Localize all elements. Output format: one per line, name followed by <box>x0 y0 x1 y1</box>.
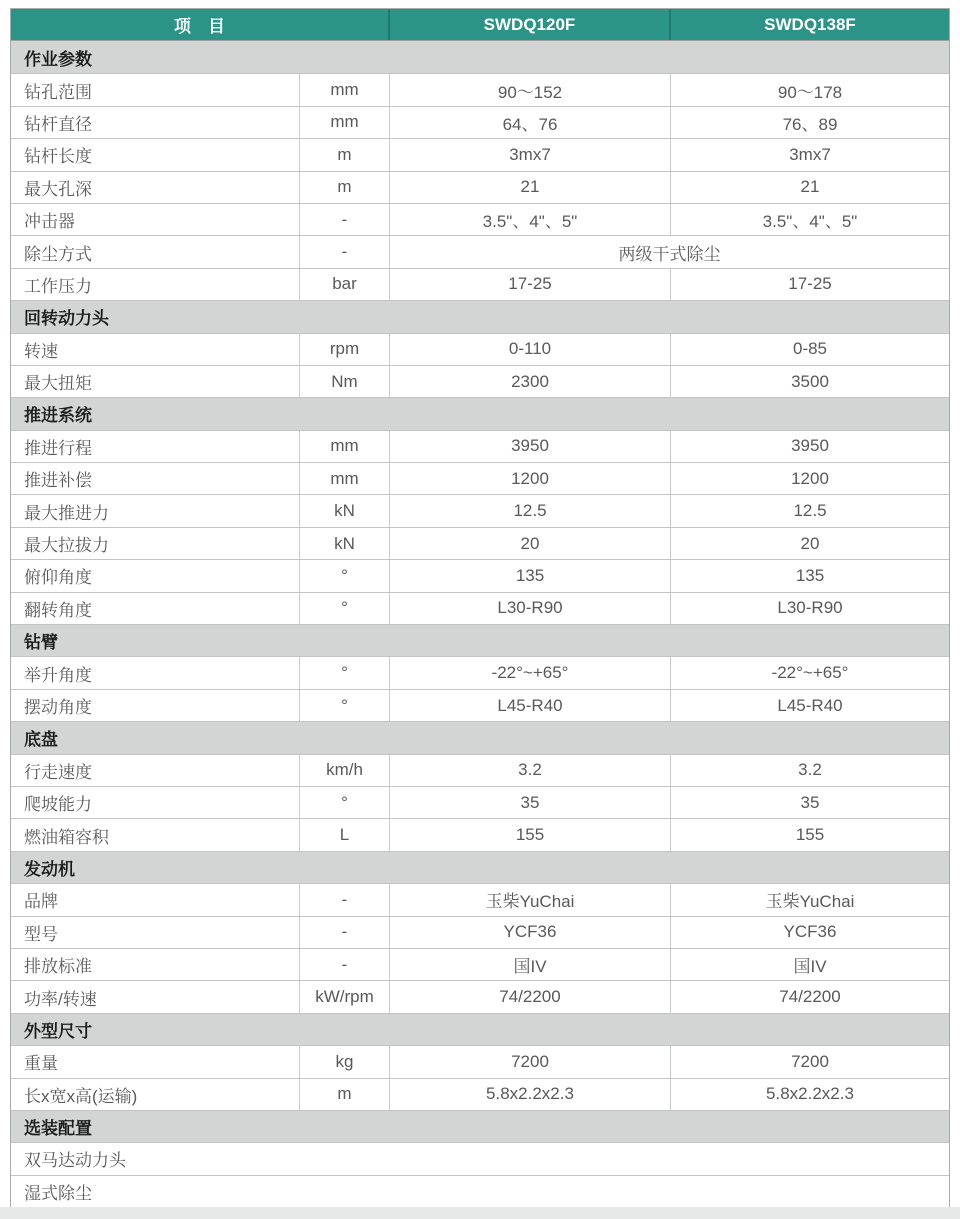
row-unit: mm <box>299 74 389 105</box>
row-unit: ° <box>299 690 389 721</box>
value-swdq120f: 74/2200 <box>389 981 670 1012</box>
table-row <box>11 1045 949 1077</box>
row-label: 翻转角度 <box>24 600 92 620</box>
section-title: 发动机 <box>24 859 75 879</box>
table-row <box>11 268 949 300</box>
value-swdq120f: 90～152 <box>389 74 670 105</box>
value-swdq138f: 76、89 <box>670 107 949 138</box>
row-unit: m <box>299 172 389 203</box>
row-label: 工作压力 <box>24 276 92 296</box>
table-row <box>11 333 949 365</box>
table-row <box>11 171 949 203</box>
table-row <box>11 527 949 559</box>
table-row <box>11 494 949 526</box>
row-label: 排放标准 <box>24 957 92 977</box>
table-row <box>11 559 949 591</box>
value-swdq120f: 1200 <box>389 463 670 494</box>
table-row <box>11 73 949 105</box>
row-unit: kN <box>299 528 389 559</box>
section-header-row <box>11 721 949 753</box>
row-label: 俯仰角度 <box>24 568 92 588</box>
table-row <box>11 365 949 397</box>
row-unit: kN <box>299 495 389 526</box>
value-swdq120f: 2300 <box>389 366 670 397</box>
value-swdq138f: -22°~+65° <box>670 657 949 688</box>
row-label: 爬坡能力 <box>24 795 92 815</box>
row-label: 最大扭矩 <box>24 374 92 394</box>
row-label: 燃油箱容积 <box>24 827 109 847</box>
table-header-row <box>11 9 949 41</box>
table-row <box>11 656 949 688</box>
table-row <box>11 916 949 948</box>
value-swdq138f: 7200 <box>670 1046 949 1077</box>
row-unit: m <box>299 1079 389 1110</box>
value-swdq138f: 90～178 <box>670 74 949 105</box>
row-unit: km/h <box>299 755 389 786</box>
row-unit: kW/rpm <box>299 981 389 1012</box>
row-unit: rpm <box>299 334 389 365</box>
value-swdq138f: L30-R90 <box>670 593 949 624</box>
row-label: 湿式除尘 <box>24 1183 92 1203</box>
bottom-strip <box>0 1207 960 1219</box>
value-swdq120f: 12.5 <box>389 495 670 526</box>
value-swdq138f: 74/2200 <box>670 981 949 1012</box>
value-swdq138f: 155 <box>670 819 949 850</box>
row-unit: ° <box>299 787 389 818</box>
section-header-row <box>11 1013 949 1045</box>
value-swdq138f: 0-85 <box>670 334 949 365</box>
table-row <box>11 430 949 462</box>
table-body <box>11 41 949 1207</box>
value-swdq138f: 3.5"、4"、5" <box>670 204 949 235</box>
row-unit: ° <box>299 657 389 688</box>
header-model-swdq138f: SWDQ138F <box>669 9 949 40</box>
row-label: 摆动角度 <box>24 698 92 717</box>
value-swdq120f: YCF36 <box>389 917 670 948</box>
section-header-row <box>11 300 949 332</box>
row-unit: mm <box>299 107 389 138</box>
value-swdq138f: 135 <box>670 560 949 591</box>
table-row <box>11 106 949 138</box>
row-label: 推进行程 <box>24 438 92 458</box>
table-row <box>11 818 949 850</box>
table-row <box>11 1175 949 1207</box>
value-swdq138f: 1200 <box>670 463 949 494</box>
row-label: 最大孔深 <box>24 179 92 199</box>
row-unit: Nm <box>299 366 389 397</box>
value-swdq138f: 21 <box>670 172 949 203</box>
table-row <box>11 689 949 721</box>
section-header-row <box>11 397 949 429</box>
row-unit: kg <box>299 1046 389 1077</box>
value-swdq138f: 3950 <box>670 431 949 462</box>
value-swdq120f: L45-R40 <box>389 690 670 721</box>
section-header-row <box>11 851 949 883</box>
row-unit: mm <box>299 463 389 494</box>
row-label: 推进补偿 <box>24 471 92 491</box>
row-unit: L <box>299 819 389 850</box>
row-unit: bar <box>299 269 389 300</box>
header-model-swdq120f: SWDQ120F <box>388 9 669 40</box>
row-unit: - <box>299 204 389 235</box>
row-label: 功率/转速 <box>24 989 97 1009</box>
value-swdq120f: -22°~+65° <box>389 657 670 688</box>
row-label: 举升角度 <box>24 665 92 685</box>
table-row <box>11 754 949 786</box>
row-label: 最大推进力 <box>24 503 109 523</box>
value-swdq120f: 155 <box>389 819 670 850</box>
value-swdq138f: 17-25 <box>670 269 949 300</box>
row-label: 转速 <box>24 341 58 361</box>
section-header-row <box>11 41 949 73</box>
value-swdq138f: 35 <box>670 787 949 818</box>
row-unit: - <box>299 949 389 980</box>
value-swdq138f: 12.5 <box>670 495 949 526</box>
value-swdq120f: 0-110 <box>389 334 670 365</box>
value-swdq138f: 5.8x2.2x2.3 <box>670 1079 949 1110</box>
value-swdq138f: 3mx7 <box>670 139 949 170</box>
table-row <box>11 786 949 818</box>
row-label: 冲击器 <box>24 212 75 232</box>
value-swdq138f: 3500 <box>670 366 949 397</box>
value-swdq120f: 7200 <box>389 1046 670 1077</box>
value-swdq120f: 5.8x2.2x2.3 <box>389 1079 670 1110</box>
table-row <box>11 462 949 494</box>
value-swdq120f: 玉柴YuChai <box>389 884 670 915</box>
row-label: 钻杆直径 <box>24 114 92 134</box>
value-swdq120f: 64、76 <box>389 107 670 138</box>
row-unit: - <box>299 236 389 267</box>
table-row <box>11 980 949 1012</box>
value-swdq120f: 国IV <box>389 949 670 980</box>
value-swdq120f: 3.2 <box>389 755 670 786</box>
value-swdq138f: YCF36 <box>670 917 949 948</box>
row-label: 最大拉拔力 <box>24 536 109 556</box>
value-swdq138f: 20 <box>670 528 949 559</box>
row-unit: m <box>299 139 389 170</box>
table-row <box>11 138 949 170</box>
section-title: 作业参数 <box>24 49 92 69</box>
value-swdq120f: 3.5"、4"、5" <box>389 204 670 235</box>
header-item-column: 项 目 <box>174 17 225 36</box>
value-swdq138f: 国IV <box>670 949 949 980</box>
value-swdq120f: 3mx7 <box>389 139 670 170</box>
section-title: 底盘 <box>24 730 58 750</box>
row-label: 行走速度 <box>24 762 92 782</box>
row-unit: mm <box>299 431 389 462</box>
table-row <box>11 1078 949 1110</box>
section-header-row <box>11 624 949 656</box>
row-unit: - <box>299 917 389 948</box>
row-label: 重量 <box>24 1054 58 1074</box>
row-label: 钻孔范围 <box>24 82 92 102</box>
section-title: 外型尺寸 <box>24 1021 92 1041</box>
value-swdq138f: 3.2 <box>670 755 949 786</box>
value-swdq120f: 17-25 <box>389 269 670 300</box>
section-title: 回转动力头 <box>24 309 109 329</box>
row-label: 双马达动力头 <box>24 1151 126 1171</box>
row-label: 品牌 <box>24 892 58 912</box>
value-swdq120f: 20 <box>389 528 670 559</box>
value-swdq120f: 21 <box>389 172 670 203</box>
row-label: 型号 <box>24 924 58 944</box>
value-swdq138f: 玉柴YuChai <box>670 884 949 915</box>
value-merged: 两级干式除尘 <box>389 236 949 267</box>
value-swdq120f: 3950 <box>389 431 670 462</box>
value-swdq138f: L45-R40 <box>670 690 949 721</box>
table-row <box>11 592 949 624</box>
table-row <box>11 235 949 267</box>
row-unit: - <box>299 884 389 915</box>
value-swdq120f: 35 <box>389 787 670 818</box>
row-label: 除尘方式 <box>24 244 92 264</box>
row-unit: ° <box>299 560 389 591</box>
section-title: 选装配置 <box>24 1119 92 1139</box>
value-swdq120f: 135 <box>389 560 670 591</box>
value-swdq120f: L30-R90 <box>389 593 670 624</box>
row-label: 钻杆长度 <box>24 147 92 167</box>
section-header-row <box>11 1110 949 1142</box>
spec-table <box>10 8 950 1208</box>
row-unit: ° <box>299 593 389 624</box>
table-row <box>11 883 949 915</box>
table-row <box>11 203 949 235</box>
row-label: 长x宽x高(运输) <box>24 1086 138 1106</box>
section-title: 钻臂 <box>24 633 58 653</box>
table-row <box>11 1142 949 1174</box>
table-row <box>11 948 949 980</box>
section-title: 推进系统 <box>24 406 92 426</box>
